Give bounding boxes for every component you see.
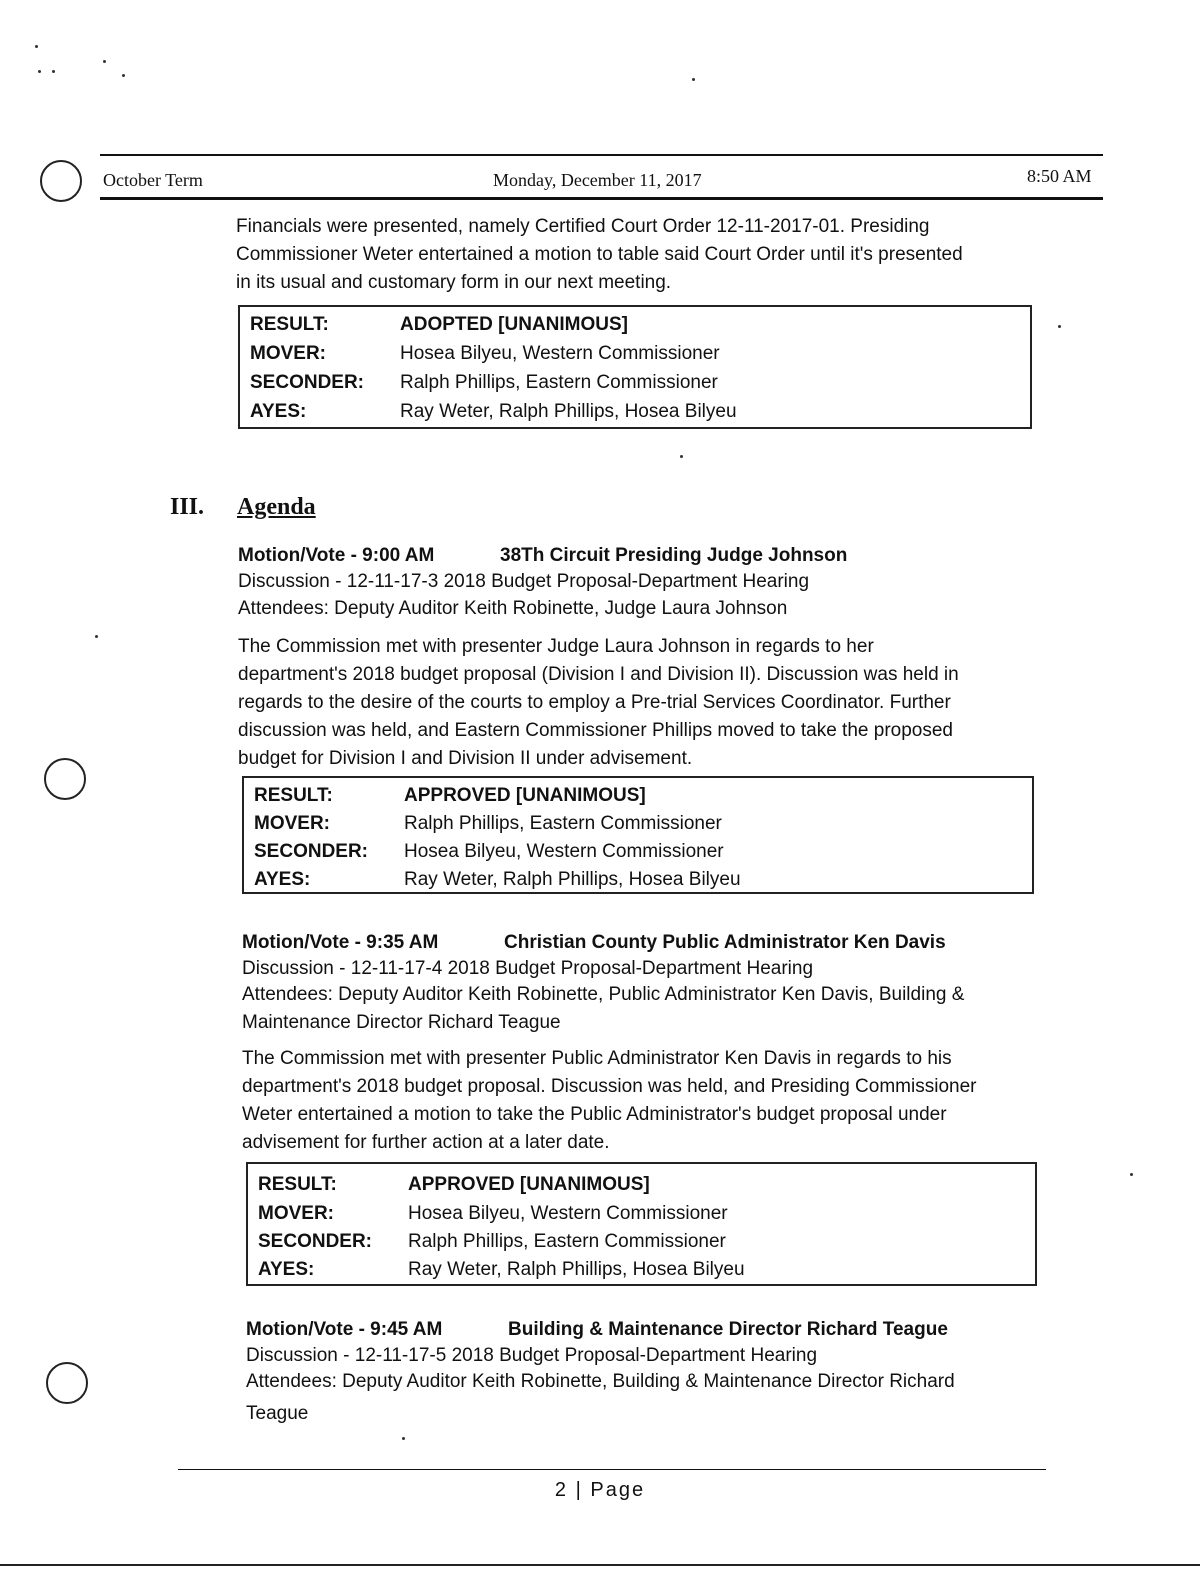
motion-heading-2 [242, 929, 946, 957]
motion-label: Motion/Vote - 9:45 AM [246, 1319, 443, 1340]
vote-ayes: Ray Weter, Ralph Phillips, Hosea Bilyeu [408, 1259, 745, 1280]
punch-hole-top [40, 160, 82, 202]
motion-heading-3 [246, 1316, 948, 1344]
footer-rule [178, 1469, 1046, 1470]
motion-discussion: Discussion - 12-11-17-5 2018 Budget Proposal-Department Hearing [246, 1345, 818, 1366]
section-title: Agenda [237, 494, 316, 520]
motion-discussion: Discussion - 12-11-17-3 2018 Budget Proposal-Department Hearing [238, 571, 810, 592]
scan-speck [95, 635, 98, 638]
vote-result: ADOPTED [UNANIMOUS] [400, 314, 628, 335]
body-line: The Commission met with presenter Public Administrator Ken Davis in regards to his [242, 1048, 952, 1069]
vote-label-seconder: SECONDER: [254, 841, 369, 862]
intro-paragraph [236, 213, 1036, 297]
vote-label-result: RESULT: [250, 314, 329, 335]
motion-label: Motion/Vote - 9:00 AM [238, 545, 435, 566]
vote-label-mover: MOVER: [258, 1203, 334, 1224]
motion-label: Motion/Vote - 9:35 AM [242, 932, 439, 953]
vote-result: APPROVED [UNANIMOUS] [408, 1174, 650, 1195]
vote-mover: Hosea Bilyeu, Western Commissioner [408, 1203, 728, 1224]
scan-speck [35, 45, 38, 48]
section-number: III. [170, 494, 205, 520]
motion-attendees: Attendees: Deputy Auditor Keith Robinette, Judge Laura Johnson [238, 598, 788, 619]
vote-box-3 [246, 1162, 1037, 1286]
vote-seconder: Ralph Phillips, Eastern Commissioner [400, 372, 718, 393]
motion-discussion: Discussion - 12-11-17-4 2018 Budget Proposal-Department Hearing [242, 958, 814, 979]
body-line: Weter entertained a motion to take the Public Administrator's budget proposal under [242, 1104, 947, 1125]
vote-seconder: Hosea Bilyeu, Western Commissioner [404, 841, 724, 862]
body-line: department's 2018 budget proposal. Discussion was held, and Presiding Commissioner [242, 1076, 977, 1097]
header-term: October Term [103, 170, 203, 190]
vote-label-ayes: AYES: [258, 1259, 315, 1280]
intro-line: Commissioner Weter entertained a motion to table said Court Order until it's presented [236, 244, 963, 265]
motion-attendees: Teague [246, 1403, 309, 1424]
header-date: Monday, December 11, 2017 [493, 170, 702, 190]
page-number: 2 | Page [554, 1479, 646, 1501]
vote-ayes: Ray Weter, Ralph Phillips, Hosea Bilyeu [404, 869, 741, 890]
page-bottom-edge [0, 1564, 1200, 1566]
scan-speck [680, 455, 683, 458]
intro-line: in its usual and customary form in our next meeting. [236, 272, 672, 293]
vote-label-mover: MOVER: [254, 813, 330, 834]
vote-box-2 [242, 776, 1034, 894]
scan-speck [402, 1437, 405, 1440]
motion-title: Christian County Public Administrator Ken Davis [504, 932, 946, 953]
header-time: 8:50 AM [1027, 166, 1092, 186]
vote-label-ayes: AYES: [250, 401, 307, 422]
motion-heading-1 [238, 542, 847, 570]
scan-speck [122, 74, 125, 77]
vote-label-result: RESULT: [258, 1174, 337, 1195]
body-line: The Commission met with presenter Judge Laura Johnson in regards to her [238, 636, 874, 657]
header-rule-top [100, 154, 1103, 156]
body-line: department's 2018 budget proposal (Division I and Division II). Discussion was held in [238, 664, 959, 685]
vote-box-1 [238, 305, 1032, 429]
scan-speck [52, 70, 55, 73]
scan-speck [1130, 1173, 1133, 1176]
motion-attendees: Attendees: Deputy Auditor Keith Robinette, Public Administrator Ken Davis, Building & [242, 984, 965, 1005]
vote-label-seconder: SECONDER: [250, 372, 365, 393]
motion-title: Building & Maintenance Director Richard Teague [508, 1319, 948, 1340]
intro-line: Financials were presented, namely Certified Court Order 12-11-2017-01. Presiding [236, 216, 930, 237]
vote-label-result: RESULT: [254, 785, 333, 806]
vote-result: APPROVED [UNANIMOUS] [404, 785, 646, 806]
punch-hole-middle [44, 758, 86, 800]
vote-label-seconder: SECONDER: [258, 1231, 373, 1252]
vote-label-mover: MOVER: [250, 343, 326, 364]
scan-speck [1058, 325, 1061, 328]
vote-seconder: Ralph Phillips, Eastern Commissioner [408, 1231, 726, 1252]
vote-label-ayes: AYES: [254, 869, 311, 890]
body-line: budget for Division I and Division II under advisement. [238, 748, 693, 769]
scan-speck [692, 78, 695, 81]
scan-speck [103, 60, 106, 63]
motion-body [238, 633, 1038, 773]
vote-mover: Ralph Phillips, Eastern Commissioner [404, 813, 722, 834]
vote-ayes: Ray Weter, Ralph Phillips, Hosea Bilyeu [400, 401, 737, 422]
header-rule-bottom [100, 197, 1103, 200]
scan-speck [38, 70, 41, 73]
body-line: advisement for further action at a later date. [242, 1132, 610, 1153]
motion-attendees: Attendees: Deputy Auditor Keith Robinette, Building & Maintenance Director Richard [246, 1371, 955, 1392]
punch-hole-bottom [46, 1362, 88, 1404]
motion-title: 38Th Circuit Presiding Judge Johnson [500, 545, 848, 566]
body-line: regards to the desire of the courts to employ a Pre-trial Services Coordinator. Further [238, 692, 951, 713]
motion-attendees: Maintenance Director Richard Teague [242, 1012, 561, 1033]
body-line: discussion was held, and Eastern Commissioner Phillips moved to take the proposed [238, 720, 953, 741]
vote-mover: Hosea Bilyeu, Western Commissioner [400, 343, 720, 364]
motion-body [242, 1045, 1042, 1157]
